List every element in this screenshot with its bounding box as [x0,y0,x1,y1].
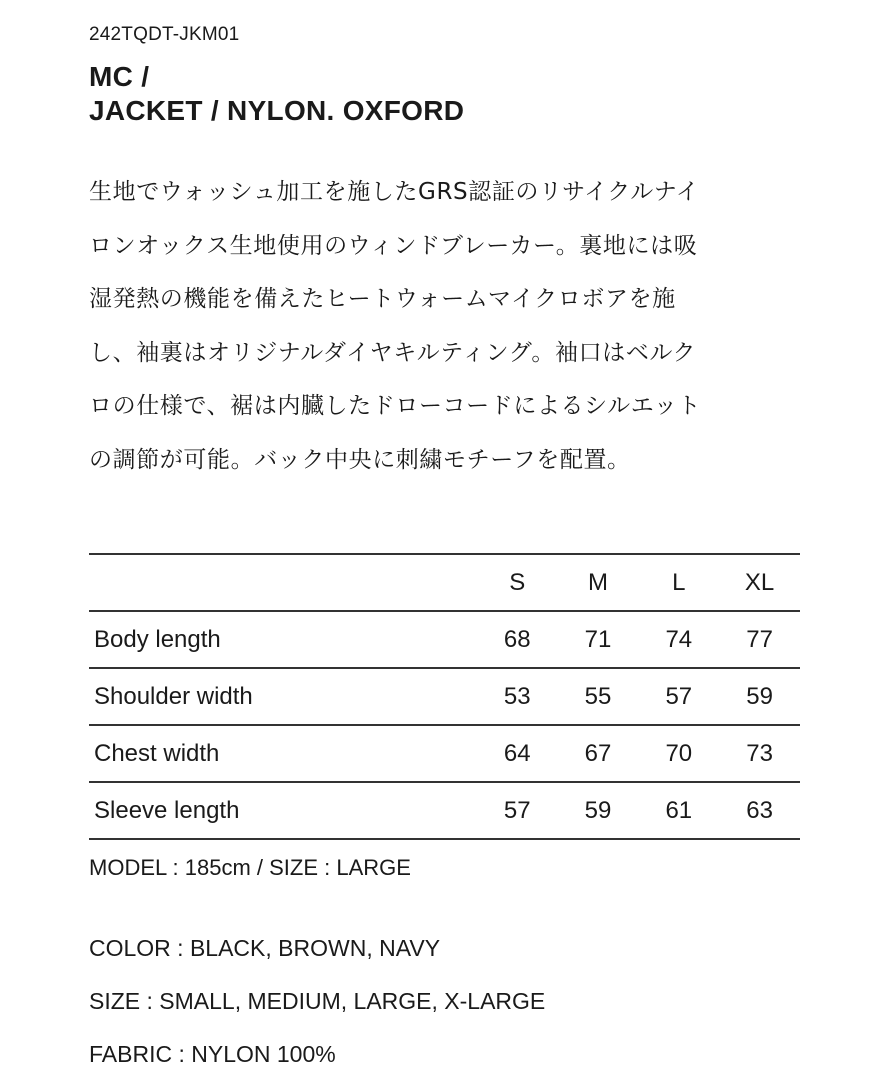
table-cell: 74 [665,625,693,653]
table-row [89,782,800,839]
size-header-m: M [588,568,609,596]
spec-fabric: FABRIC : NYLON 100% [89,1041,336,1067]
table-cell: 57 [503,796,531,824]
row-label-body-length: Body length [94,625,221,653]
table-cell: 61 [665,796,693,824]
product-title [89,60,464,128]
description-line: し、袖裏はオリジナルダイヤキルティング。袖口はベルク [89,339,697,366]
description-line: 湿発熱の機能を備えたヒートウォームマイクロボアを施 [89,286,676,312]
size-header-l: L [672,568,686,596]
description-line: の調節が可能。バック中央に刺繍モチーフを配置。 [89,446,631,473]
table-cell: 68 [503,625,531,653]
size-chart-table [89,553,800,840]
row-label-chest-width: Chest width [94,739,220,767]
size-header-s: S [509,568,526,596]
product-title-line-1: MC / [89,61,150,92]
table-cell: 77 [746,625,773,653]
table-cell: 53 [503,682,531,710]
table-cell: 70 [665,739,693,767]
spec-color: COLOR : BLACK, BROWN, NAVY [89,935,441,961]
table-cell: 59 [584,796,612,824]
table-row [89,725,800,782]
table-row [89,611,800,668]
table-cell: 63 [746,796,773,824]
size-header-corner [89,554,477,611]
row-label-shoulder-width: Shoulder width [94,682,253,710]
product-code: 242TQDT-JKM01 [89,24,240,45]
table-cell: 55 [584,682,612,710]
size-header-row [89,554,800,611]
spec-size: SIZE : SMALL, MEDIUM, LARGE, X-LARGE [89,988,546,1014]
table-cell: 67 [584,739,612,767]
description-line: ロの仕様で、裾は内臓したドローコードによるシルエット [89,393,702,419]
table-cell: 64 [503,739,531,767]
table-cell: 57 [665,682,693,710]
description-line: 生地でウォッシュ加工を施したGRS認証のリサイクルナイ [89,179,700,205]
product-title-line-2: JACKET / NYLON. OXFORD [89,95,465,126]
table-cell: 73 [746,739,773,767]
row-label-sleeve-length: Sleeve length [94,796,240,824]
table-cell: 59 [746,682,773,710]
model-info: MODEL : 185cm / SIZE : LARGE [89,855,411,880]
product-description [89,166,809,487]
table-cell: 71 [584,625,612,653]
description-line: ロンオックス生地使用のウィンドブレーカー。裏地には吸 [89,232,698,259]
table-row [89,668,800,725]
size-header-xl: XL [744,568,775,596]
